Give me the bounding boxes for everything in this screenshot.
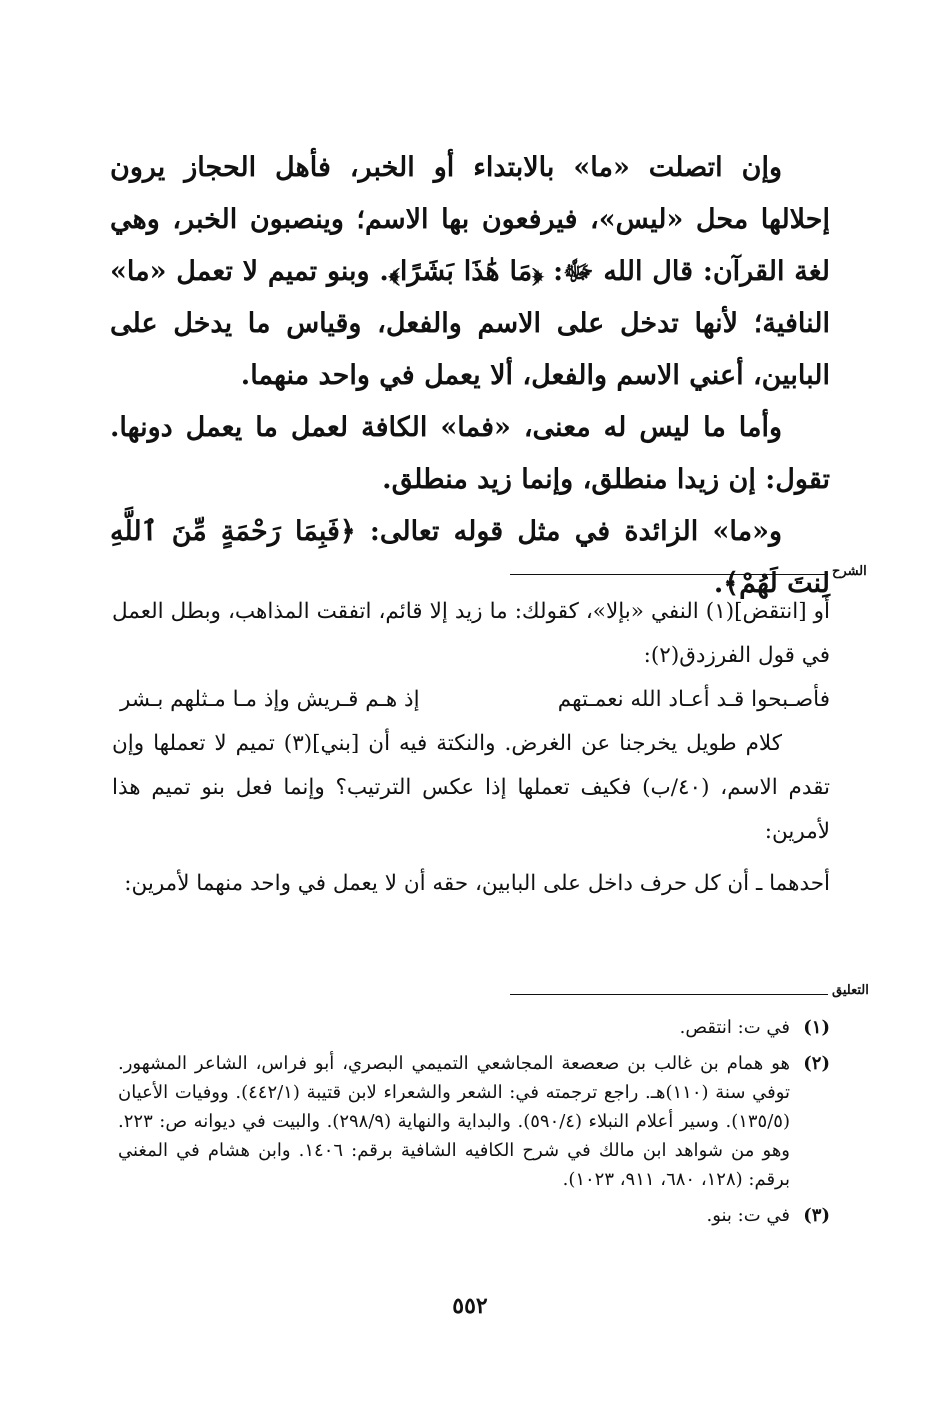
footnote-number: (٢) — [803, 1053, 830, 1074]
sharh-paragraph-1: أو [انتقض](١) النفي «بإلا»، كقولك: ما زيد إلا قائم، اتفقت المذاهب، وبطل العمل في قول الفرزدق(٢): — [112, 599, 830, 668]
main-paragraph-1: وإن اتصلت «ما» بالابتداء أو الخبر، فأهل الحجاز يرون إحلالها محل «ليس»، فيرفعون بها الاسم؛ وينصبون الخبر، وهي لغة القرآن: قال الله ﷻ: ﴿مَا هَٰذَا بَشَرًا﴾. وبنو تميم لا تعمل «ما» النافية؛ لأنها تدخل على الاسم والفعل، وقياس ما يدخل على البابين، أعني الاسم والفعل، ألا يعمل في واحد منهما. — [110, 152, 830, 391]
footnote — [118, 1049, 830, 1194]
sharh-paragraph-2: كلام طويل يخرجنا عن الغرض. والنكتة فيه أن [بني](٣) تميم لا تعملها وإن تقدم الاسم، (٤٠/ب) فكيف تعملها إذا عكس الترتيب؟ وإنما فعل بنو تميم هذا لأمرين: — [112, 731, 830, 844]
footnote-text: هو همام بن غالب بن صعصعة المجاشعي التميمي البصري، أبو فراس، الشاعر المشهور. توفي سنة (١١٠)هـ. راجع ترجمته في: الشعر والشعراء لابن قتيبة (٤٤٢/١). ووفيات الأعيان (١٣٥/٥). وسير أعلام النبلاء (٥٩٠/٤). والبداية والنهاية (٢٩٨/٩). والبيت في ديوانه ص: ٢٢٣. وهو من شواهد ابن مالك في شرح الكافيه الشافية برقم: ١٤٠٦. وابن هشام في المغني برقم: (١٢٨، ٦٨٠، ٩١١، ١٠٢٣). — [118, 1053, 791, 1190]
main-text — [110, 142, 830, 610]
taaliq-rule — [510, 994, 828, 995]
footnote — [118, 1013, 830, 1042]
footnotes — [118, 1013, 830, 1237]
footnote-text: في ت: بنو. — [706, 1205, 790, 1226]
footnote-number: (١) — [803, 1017, 830, 1038]
main-paragraph-3: و«ما» الزائدة في مثل قوله تعالى: ﴿فَبِمَا رَحْمَةٍ مِّنَ ٱللَّهِ لِنتَ لَهُمْ﴾. — [110, 516, 830, 599]
sharh-rule — [510, 574, 828, 575]
sharh-text — [112, 590, 830, 906]
poetry-verse — [112, 678, 830, 722]
sharh-paragraph-3: أحدهما ـ أن كل حرف داخل على البابين، حقه أن لا يعمل في واحد منهما لأمرين: — [124, 871, 830, 896]
footnote — [118, 1201, 830, 1230]
footnote-number: (٣) — [803, 1205, 830, 1226]
page-number: ٥٥٢ — [452, 1293, 488, 1319]
verse-second-hemistich: إذ هـم قـريش وإذ مـا مـثلهم بـشر — [120, 687, 420, 712]
sharh-label: الشرح — [832, 564, 867, 579]
taaliq-label: التعليق — [832, 983, 869, 998]
verse-first-hemistich: فأصـبحوا قـد أعـاد الله نعمـتهم — [557, 687, 830, 712]
main-paragraph-2: وأما ما ليس له معنى، «فما» الكافة لعمل ما يعمل دونها. تقول: إن زيدا منطلق، وإنما زيد منطلق. — [110, 412, 830, 495]
footnote-text: في ت: انتقص. — [679, 1017, 790, 1038]
